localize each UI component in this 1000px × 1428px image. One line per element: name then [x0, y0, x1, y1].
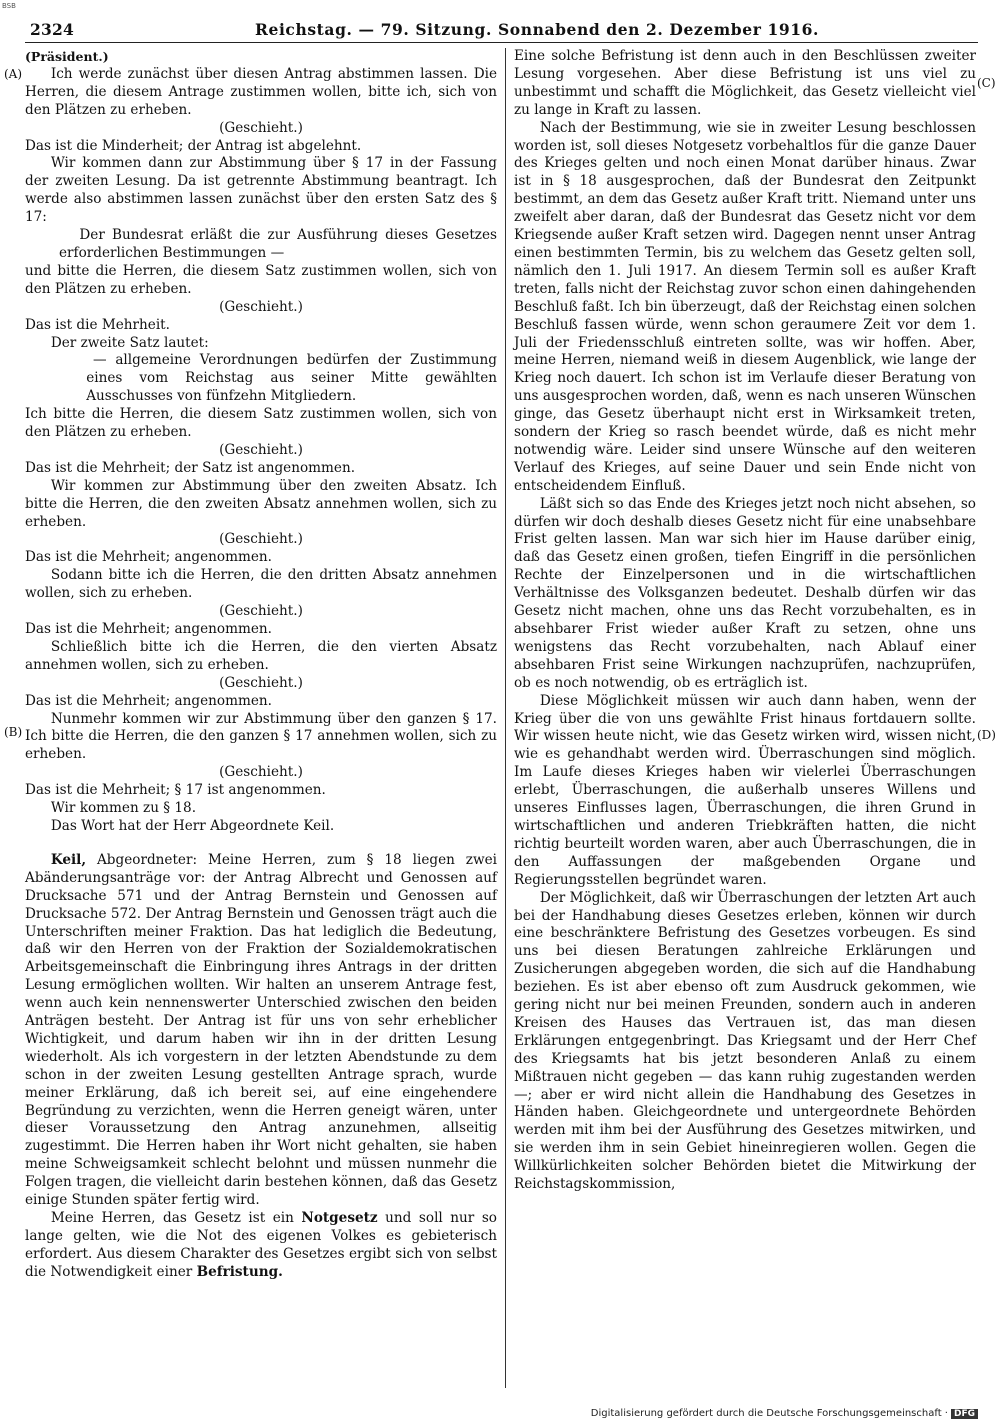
dfg-logo: DFG — [951, 1409, 978, 1419]
margin-marker-a: (A) — [4, 67, 23, 81]
quoted-text: — allgemeine Verordnungen bedürfen der Zustimmung eines vom Reichstag aus seiner Mitte gewählten Ausschusses von fünfzehn Mitgliedern. — [86, 352, 497, 405]
speech-text: Abgeordneter: Meine Herren, zum § 18 liegen zwei Abänderungsanträge vor: der Antrag Albrecht und Genossen auf Drucksache 571 und der Antrag Bernstein und Genossen auf Drucksache 572. Der Antrag Bernstein und Genossen trägt auch die Unterschriften meiner Fraktion. Das hat lediglich die Bedeutung, daß wir den Herren von der Fraktion der Sozialdemokratischen Arbeitsgemeinschaft die Einbringung ihres Antrags in der dritten Lesung ermöglichen wollten. Wir halten an unserem Antrage fest, wenn auch kein nennenswerter Unterschied zwischen den beiden Anträgen besteht. Der Antrag ist für uns von sehr erheblicher Wichtigkeit, und darum haben wir ihn in der dritten Lesung wiederholt. Als ich vorgestern in der letzten Abendstunde zu dem schon in der zweiten Lesung gestellten Antrage sprach, wurde meiner Erklärung, daß ich bereit sei, auf eine eingehendere Begründung zu verzichten, wenn die Herren geneigt wären, unter dieser Voraussetzung den Antrag anzunehmen, allseitig zugestimmt. Die Herren haben ihr Wort nicht gehalten, sie haben meine Schweigsamkeit schlecht belohnt und müssen nunmehr die Folgen tragen, die vielleicht darin bestehen können, daß das Gesetz einige Stunden später fertig wird. — [25, 851, 497, 1209]
emphasis-befristung: Befristung. — [196, 1263, 283, 1280]
paragraph: Ich werde zunächst über diesen Antrag abstimmen lassen. Die Herren, die diesem Antrage zustimmen wollen, bitte ich, sich von den Plätzen zu erheben. — [25, 65, 497, 118]
paragraph: Schließlich bitte ich die Herren, die den vierten Absatz annehmen wollen, sich zu erheben. — [25, 638, 497, 673]
paragraph: Das ist die Mehrheit; angenommen. — [25, 621, 272, 637]
paragraph: Nunmehr kommen wir zur Abstimmung über den ganzen § 17. Ich bitte die Herren, die den ganzen § 17 annehmen wollen, sich zu erheben. — [25, 710, 497, 763]
paragraph: Eine solche Befristung ist denn auch in den Beschlüssen zweiter Lesung vorgesehen. Aber diese Befristung ist uns viel zu unbestimmt und schafft die Möglichkeit, das Gesetz vielleicht viel zu lange in Kraft zu lassen. — [514, 48, 976, 118]
stage-direction: (Geschieht.) — [219, 531, 303, 548]
stage-direction: (Geschieht.) — [219, 298, 303, 315]
paragraph: Wir kommen zur Abstimmung über den zweiten Absatz. Ich bitte die Herren, die den zweiten Absatz annehmen wollen, sich zu erheben. — [25, 477, 497, 530]
speech-opening — [25, 852, 497, 1210]
paragraph — [25, 1210, 497, 1282]
stage-direction: (Geschieht.) — [219, 119, 303, 136]
margin-marker-c: (C) — [977, 76, 996, 90]
page-header — [25, 20, 978, 43]
stage-direction: (Geschieht.) — [219, 764, 303, 781]
paragraph: Wir kommen dann zur Abstimmung über § 17 in der Fassung der zweiten Lesung. Da ist getrennte Abstimmung beantragt. Ich werde also abstimmen lassen zunächst über den ersten Satz des § 17: — [25, 155, 497, 226]
left-column — [25, 48, 497, 1282]
paragraph: Wir kommen zu § 18. — [50, 800, 197, 817]
speaker-name: Keil, — [50, 851, 87, 868]
paragraph: Der zweite Satz lautet: — [50, 334, 209, 351]
funding-note: Digitalisierung gefördert durch die Deutsche Forschungsgemeinschaft · — [590, 1408, 948, 1419]
speech-text: Meine Herren, das Gesetz ist ein — [50, 1210, 302, 1226]
paragraph: Der Möglichkeit, daß wir Überraschungen der letzten Art auch bei der Handhabung dieses Gesetzes erleben, können wir durch eine beschränktere Befristung des Gesetzes vorbeugen. Es sind uns bei diesen Beratungen zahlreiche Erklärungen und Zusicherungen abgegeben worden, die sich auf die Handhabung beziehen. Es ist aber ebenso oft zum Ausdruck gekommen, wie gering nicht nur bei meinen Freunden, sondern auch in anderen Kreisen des Hauses das Vertrauen ist, das man diesen Erklärungen entgegenbringt. Das Kriegsamt und der Herr Chef des Kriegsamts hat bis jetzt besonderen Anlaß zu einem Mißtrauen nicht gegeben — das kann ruhig zugestanden werden —; aber er wird nicht allein die Handhabung des Gesetzes in Händen haben. Gleichgeordnete und untergeordnete Behörden werden mit ihm bei der Ausführung des Gesetzes mitwirken, und sie werden ihm in sein Gebiet hineinregieren wollen. Gegen die Willkürlichkeiten solcher Behörden bietet die Mitwirkung der Reichstagskommission, — [514, 889, 976, 1193]
speech-text: und soll nur so lange gelten, wie die Not des eigenen Volkes es gebieterisch erfordert. Aus diesem Charakter des Gesetzes ergibt sich von selbst die Notwendigkeit einer — [25, 1210, 497, 1280]
paragraph: Läßt sich so das Ende des Krieges jetzt noch nicht absehen, so dürfen wir doch deshalb dieses Gesetz nicht für eine unabsehbare Frist gelten lassen. Man war sich hier im Hause darüber einig, daß das Gesetz einen großen, tiefen Eingriff in die persönlichen Rechte der Einzelpersonen und in die wirtschaftlichen Verhältnisse des Volksganzen bedeutet. Deshalb dürfen wir das Gesetz nicht machen, ohne uns das Recht vorzubehalten, es in absehbarer Frist wieder außer Kraft zu setzen, ohne uns wenigstens das Recht vorzubehalten, nach Ablauf einer absehbaren Frist seine Wirkungen nachzuprüfen, nachzuprüfen, ob es noch notwendig, ob es erträglich ist. — [514, 495, 976, 691]
quoted-text: Der Bundesrat erläßt die zur Ausführung dieses Gesetzes erforderlichen Bestimmungen — — [59, 227, 497, 261]
paragraph: Das ist die Mehrheit; angenommen. — [25, 549, 272, 566]
running-title: Reichstag. — 79. Sitzung. Sonnabend den 2. Dezember 1916. — [255, 20, 819, 39]
paragraph: Sodann bitte ich die Herren, die den dritten Absatz annehmen wollen, sich zu erheben. — [25, 567, 497, 602]
page-number: 2324 — [30, 20, 74, 39]
paragraph: Diese Möglichkeit müssen wir auch dann haben, wenn der Krieg über die von uns gewählte Frist hinaus fortdauern sollte. Wir wissen heute nicht, wie das Gesetz wirken wird, wissen nicht, wie es gehandhabt werden wird. Überraschungen sind möglich. Im Laufe dieses Krieges haben wir vielerlei Überraschungen erlebt, Überraschungen, die außerhalb unseres Willens und unseres Einflusses lagen, Überraschungen, die ihren Grund in wirtschaftlichen und anderen Triebkräften hatten, die nicht richtig beurteilt worden waren, aber auch Überraschungen, die in den Auffassungen der maßgebenden Organe und Regierungsstellen begründet waren. — [514, 692, 976, 888]
margin-marker-b: (B) — [4, 725, 23, 739]
right-column — [514, 48, 976, 1194]
paragraph: Das Wort hat der Herr Abgeordnete Keil. — [50, 817, 335, 834]
emphasis-notgesetz: Notgesetz — [301, 1210, 378, 1226]
paragraph: Das ist die Mehrheit; der Satz ist angenommen. — [25, 459, 356, 476]
stage-direction: (Geschieht.) — [219, 441, 303, 458]
stage-direction: (Geschieht.) — [219, 674, 303, 691]
stage-direction: (Geschieht.) — [219, 603, 303, 620]
paragraph: und bitte die Herren, die diesem Satz zustimmen wollen, sich von den Plätzen zu erheben. — [25, 262, 497, 297]
paragraph: Ich bitte die Herren, die diesem Satz zustimmen wollen, sich von den Plätzen zu erheben. — [25, 406, 497, 441]
column-divider — [505, 48, 506, 1388]
paragraph: Das ist die Mehrheit; § 17 ist angenommen. — [25, 782, 326, 799]
speaker-tag: (Präsident.) — [25, 49, 109, 64]
library-watermark: BSB — [2, 2, 16, 10]
margin-marker-d: (D) — [977, 728, 996, 742]
paragraph: Das ist die Mehrheit; angenommen. — [25, 692, 272, 709]
paragraph: Das ist die Minderheit; der Antrag ist abgelehnt. — [25, 137, 362, 154]
page-footer — [591, 1408, 978, 1419]
paragraph: Nach der Bestimmung, wie sie in zweiter Lesung beschlossen worden ist, soll dieses Notgesetz vorbehaltlos für die ganze Dauer des Krieges gelten und noch einen Monat darüber hinaus. Zwar ist in § 18 ausgesprochen, daß der Bundesrat den Zeitpunkt bestimmt, an dem das Gesetz außer Kraft tritt. Niemand unter uns zweifelt aber daran, daß der Bundesrat das Gesetz nicht vor dem Kriegsende außer Kraft setzen wird. Dagegen nennt unser Antrag einen bestimmten Termin, bis zu welchem das Gesetz gelten soll, nämlich den 1. Juli 1917. An diesem Termin soll es außer Kraft treten, falls nicht der Reichstag zuvor schon einen dahingehenden Beschluß faßt. Ich bin überzeugt, daß der Reichstag einen solchen Beschluß fassen würde, wenn schon geraumere Zeit vor dem 1. Juli der Friedensschluß eintreten sollte, was wir hoffen. Aber, meine Herren, niemand weiß in diesem Augenblick, wie lange der Krieg noch dauert. Ich schon ist im Verlaufe dieser Beratung von uns ausgesprochen worden, daß, wenn es nach unseren Wünschen ginge, das Gesetz überhaupt nicht erst in Wirksamkeit treten, sondern der Krieg so rasch beendet würde, daß es nicht mehr notwendig wäre. Leider sind unsere Wünsche auf den weiteren Verlauf des Krieges, auf seine Dauer und sein Ende nicht von entscheidendem Einfluß. — [514, 119, 976, 494]
paragraph: Das ist die Mehrheit. — [25, 316, 170, 333]
